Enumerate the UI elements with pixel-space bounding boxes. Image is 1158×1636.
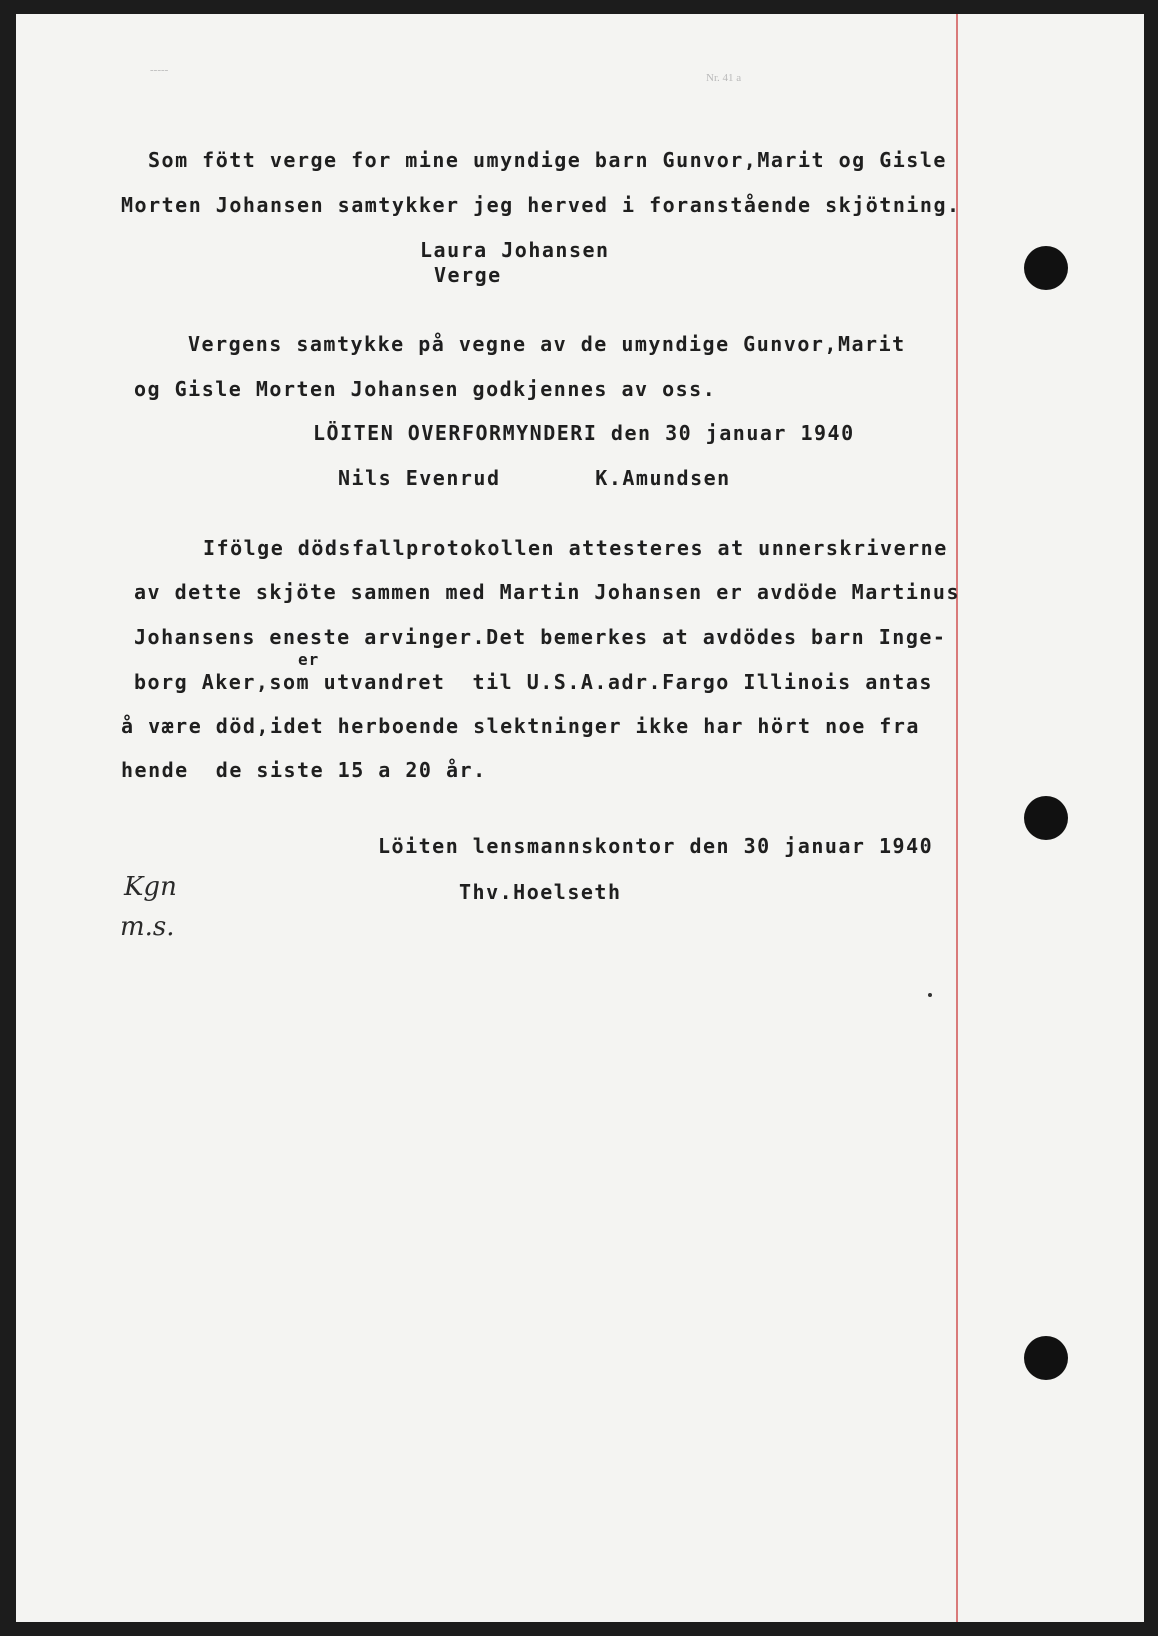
attestation-line-5: å være död,idet herboende slektninger ikke har hört noe fra xyxy=(121,714,920,738)
ink-dot xyxy=(928,993,932,997)
approval-line-1: Vergens samtykke på vegne av de umyndige Gunvor,Marit xyxy=(188,332,906,356)
approval-line-2: og Gisle Morten Johansen godkjennes av oss. xyxy=(134,377,717,401)
punch-hole xyxy=(1024,246,1068,290)
handwritten-initials: Kgn xyxy=(124,872,177,902)
handwritten-initials: m.s. xyxy=(120,912,175,942)
sheriff-signature: Thv.Hoelseth xyxy=(459,880,622,904)
approval-signatures: Nils Evenrud K.Amundsen xyxy=(338,466,731,490)
insertion-note: er xyxy=(298,650,320,669)
attestation-line-6: hende de siste 15 a 20 år. xyxy=(121,758,487,782)
consent-line-2: Morten Johansen samtykker jeg herved i foranstående skjötning. xyxy=(121,193,961,217)
punch-hole xyxy=(1024,1336,1068,1380)
signature-name: Laura Johansen xyxy=(420,238,610,262)
attestation-line-1: Ifölge dödsfallprotokollen attesteres at unnerskriverne xyxy=(203,536,948,560)
attestation-line-2: av dette skjöte sammen med Martin Johansen er avdöde Martinus xyxy=(134,580,961,604)
approval-place-date: LÖITEN OVERFORMYNDERI den 30 januar 1940 xyxy=(313,421,855,445)
punch-hole xyxy=(1024,796,1068,840)
attestation-line-3: Johansens eneste arvinger.Det bemerkes at avdödes barn Inge- xyxy=(134,625,947,649)
signature-role: Verge xyxy=(434,263,502,287)
red-margin-line xyxy=(956,14,958,1622)
consent-line-1: Som fött verge for mine umyndige barn Gunvor,Marit og Gisle xyxy=(148,148,947,172)
form-header-rule: ----- xyxy=(150,64,169,76)
office-place-date: Löiten lensmannskontor den 30 januar 1940 xyxy=(378,834,934,858)
attestation-line-4: borg Aker,som utvandret til U.S.A.adr.Fargo Illinois antas xyxy=(134,670,933,694)
form-number: Nr. 41 a xyxy=(706,72,742,84)
